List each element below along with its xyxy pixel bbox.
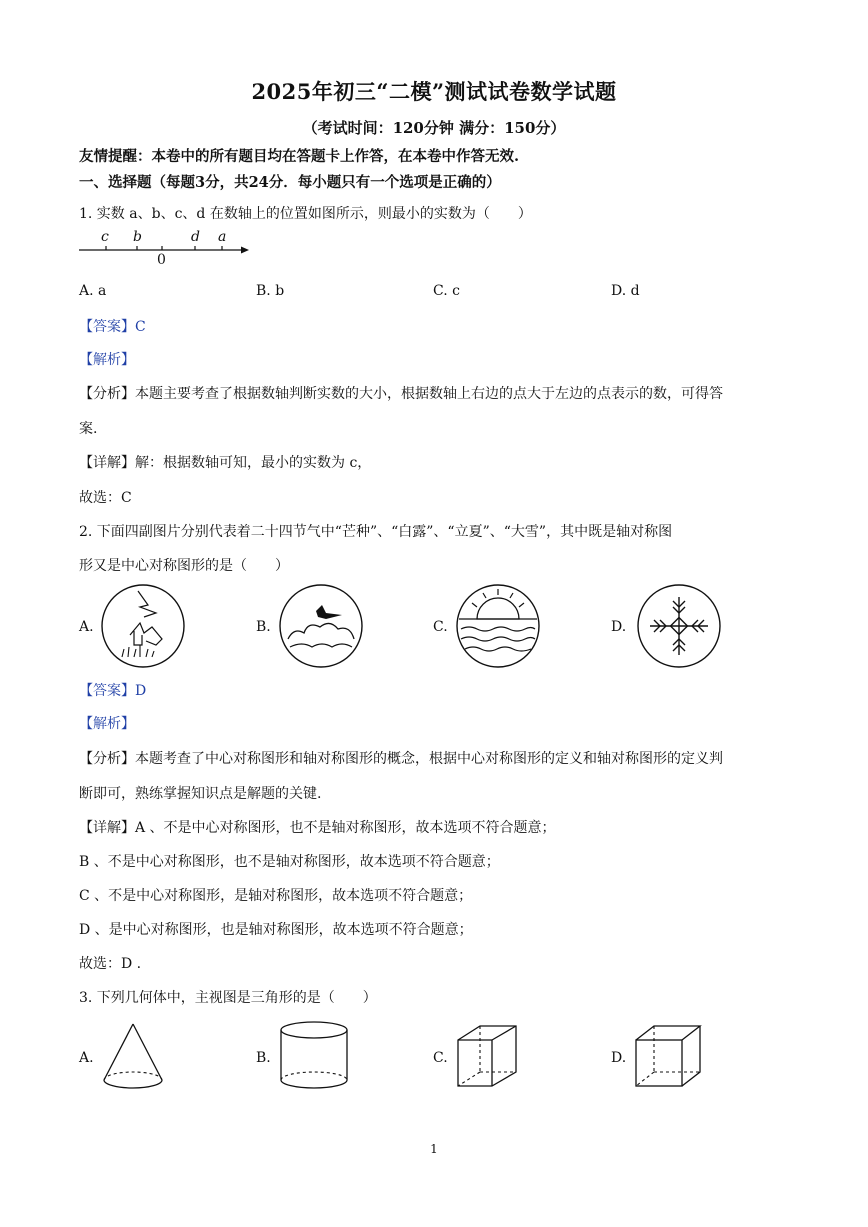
q2-option-a: A. bbox=[79, 619, 94, 635]
q1-answer: 【答案】C bbox=[79, 319, 146, 335]
q2-answer: 【答案】D bbox=[79, 683, 147, 699]
q3-option-b: B. bbox=[256, 1050, 271, 1066]
q2-option-b: B. bbox=[256, 619, 271, 635]
q3-stem: 3. 下列几何体中，主视图是三角形的是（ ） bbox=[79, 990, 377, 1006]
section-heading: 一、选择题（每题3分，共24分．每小题只有一个选项是正确的） bbox=[79, 174, 501, 191]
bailu-icon bbox=[278, 583, 364, 669]
numberline-label-d: d bbox=[191, 229, 200, 245]
q1-option-c: C. c bbox=[433, 283, 460, 299]
q2-option-c: C. bbox=[433, 619, 448, 635]
cone-icon bbox=[100, 1020, 166, 1092]
triangular-prism-icon bbox=[456, 1020, 520, 1092]
q1-detail: 【详解】解：根据数轴可知，最小的实数为 c， bbox=[79, 455, 372, 471]
q1-option-d: D. d bbox=[611, 283, 640, 299]
q1-analysis-line2: 案. bbox=[79, 421, 98, 437]
q2-analysis-tag: 【解析】 bbox=[79, 716, 135, 732]
cylinder-icon bbox=[278, 1020, 350, 1092]
q3-option-c: C. bbox=[433, 1050, 448, 1066]
q2-detail-b: B 、不是中心对称图形，也不是轴对称图形，故本选项不符合题意； bbox=[79, 854, 500, 870]
numberline-label-a: a bbox=[218, 229, 227, 245]
exam-info: （考试时间：120分钟 满分：150分） bbox=[302, 119, 566, 137]
mangzhong-icon bbox=[100, 583, 186, 669]
q1-option-a: A. a bbox=[79, 283, 107, 299]
numberline-label-c: c bbox=[101, 229, 109, 245]
q2-detail-d: D 、是中心对称图形，也是轴对称图形，故本选项不符合题意； bbox=[79, 922, 473, 938]
q2-detail-c: C 、不是中心对称图形，是轴对称图形，故本选项不符合题意； bbox=[79, 888, 473, 904]
q2-stem-line2: 形又是中心对称图形的是（ ） bbox=[79, 558, 289, 574]
cube-icon bbox=[634, 1022, 704, 1092]
q2-analysis-line2: 断即可，熟练掌握知识点是解题的关键. bbox=[79, 786, 322, 802]
daxue-snowflake-icon bbox=[636, 583, 722, 669]
q1-option-b: B. b bbox=[256, 283, 285, 299]
q1-stem: 1. 实数 a、b、c、d 在数轴上的位置如图所示，则最小的实数为（ ） bbox=[79, 206, 532, 222]
q2-analysis-line1: 【分析】本题考查了中心对称图形和轴对称图形的概念，根据中心对称图形的定义和轴对称图形的定义判 bbox=[79, 751, 723, 767]
lixia-icon bbox=[455, 583, 541, 669]
q3-option-a: A. bbox=[79, 1050, 94, 1066]
q1-analysis-tag: 【解析】 bbox=[79, 352, 135, 368]
q2-choose: 故选：D . bbox=[79, 956, 142, 972]
q1-analysis-line1: 【分析】本题主要考查了根据数轴判断实数的大小，根据数轴上右边的点大于左边的点表示的数，可得答 bbox=[79, 386, 723, 402]
page-title: 2025年初三“二模”测试试卷数学试题 bbox=[251, 79, 617, 104]
numberline-label-b: b bbox=[133, 229, 142, 245]
q2-stem-line1: 2. 下面四副图片分别代表着二十四节气中“芒种”、“白露”、“立夏”、“大雪”，其中既是轴对称图 bbox=[79, 524, 673, 540]
notice: 友情提醒：本卷中的所有题目均在答题卡上作答，在本卷中作答无效. bbox=[79, 148, 520, 165]
q2-option-d: D. bbox=[611, 619, 627, 635]
q3-option-d: D. bbox=[611, 1050, 627, 1066]
numberline-zero: 0 bbox=[157, 252, 166, 268]
q1-choose: 故选：C bbox=[79, 490, 132, 506]
page-number: 1 bbox=[430, 1142, 438, 1156]
q2-detail-a: 【详解】A 、不是中心对称图形，也不是轴对称图形，故本选项不符合题意； bbox=[79, 820, 556, 836]
